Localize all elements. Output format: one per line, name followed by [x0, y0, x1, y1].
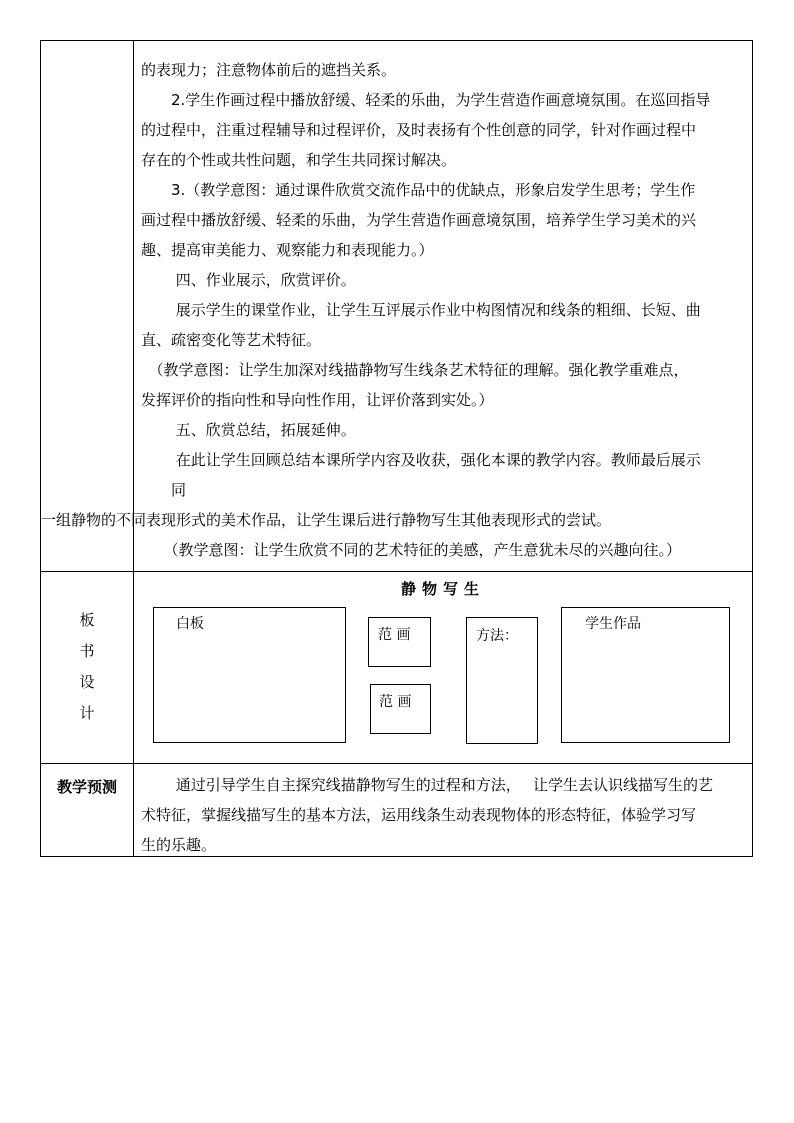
- paragraph-line: 3.（教学意图：通过课件欣赏交流作品中的优缺点，形象启发学生思考；学生作: [141, 181, 696, 199]
- section-heading: 四、作业展示，欣赏评价。: [141, 271, 356, 289]
- label-char: 计: [79, 704, 95, 722]
- paragraph-line: 的表现力；注意物体前后的遮挡关系。: [141, 61, 397, 79]
- paragraph-line: 通过引导学生自主探究线描静物写生的过程和方法， 让学生去认识线描写生的艺: [141, 776, 714, 794]
- prediction-content: [141, 770, 746, 860]
- paragraph-line: 同: [141, 481, 187, 499]
- section-heading: 五、欣赏总结，拓展延伸。: [141, 421, 356, 439]
- student-work-label: 学生作品: [585, 616, 641, 632]
- sample-label: 范 画: [379, 694, 412, 710]
- paragraph-line: 的过程中，注重过程辅导和过程评价，及时表扬有个性创意的同学，针对作画过程中: [141, 121, 697, 139]
- paragraph-line: 存在的个性或共性问题，和学生共同探讨解决。: [141, 151, 457, 169]
- paragraph-line: 趣、提高审美能力、观察能力和表现能力。）: [141, 241, 434, 259]
- process-content: [41, 55, 746, 565]
- paragraph-line: 画过程中播放舒缓、轻柔的乐曲，为学生营造作画意境氛围，培养学生学习美术的兴: [141, 211, 697, 229]
- paragraph-line: （教学意图：让学生欣赏不同的艺术特征的美感，产生意犹未尽的兴趣向往。）: [141, 541, 682, 559]
- sample-painting-box-2: [370, 684, 431, 734]
- paragraph-line: 在此让学生回顾总结本课所学内容及收获，强化本课的教学内容。教师最后展示: [141, 451, 701, 469]
- column-divider: [133, 41, 134, 856]
- paragraph-line: 发挥评价的指向性和导向性作用，让评价落到实处。）: [141, 391, 494, 409]
- teaching-prediction-label: 教学预测: [56, 778, 117, 796]
- board-title: 静物写生: [400, 580, 485, 598]
- label-char: 设: [79, 673, 95, 691]
- student-work-box: [561, 607, 730, 743]
- paragraph-line: 2.学生作画过程中播放舒缓、轻柔的乐曲，为学生营造作画意境氛围。在巡回指导: [141, 91, 711, 109]
- row-divider-board-prediction: [41, 763, 752, 764]
- method-label: 方法：: [476, 628, 518, 644]
- board-design-label: [41, 605, 133, 729]
- sample-painting-box-1: [368, 617, 431, 667]
- paragraph-line: 术特征，掌握线描写生的基本方法，运用线条生动表现物体的形态特征，体验学习写: [141, 806, 697, 824]
- sample-label: 范 画: [378, 627, 411, 643]
- paragraph-line: 直、疏密变化等艺术特征。: [141, 331, 322, 349]
- label-char: 板: [79, 611, 95, 629]
- paragraph-line: （教学意图：让学生加深对线描静物写生线条艺术特征的理解。强化教学重难点，: [141, 361, 689, 379]
- whiteboard-label: 白板: [176, 616, 204, 632]
- whiteboard-box: [153, 607, 346, 743]
- row-divider-process-board: [41, 571, 752, 572]
- paragraph-line: 生的乐趣。: [141, 836, 217, 854]
- label-char: 书: [79, 642, 95, 660]
- method-box: [466, 617, 538, 744]
- paragraph-line: 一组静物的不同表现形式的美术作品，让学生课后进行静物写生其他表现形式的尝试。: [41, 511, 612, 529]
- paragraph-line: 展示学生的课堂作业，让学生互评展示作业中构图情况和线条的粗细、长短、曲: [141, 301, 701, 319]
- lesson-plan-table: [40, 40, 753, 857]
